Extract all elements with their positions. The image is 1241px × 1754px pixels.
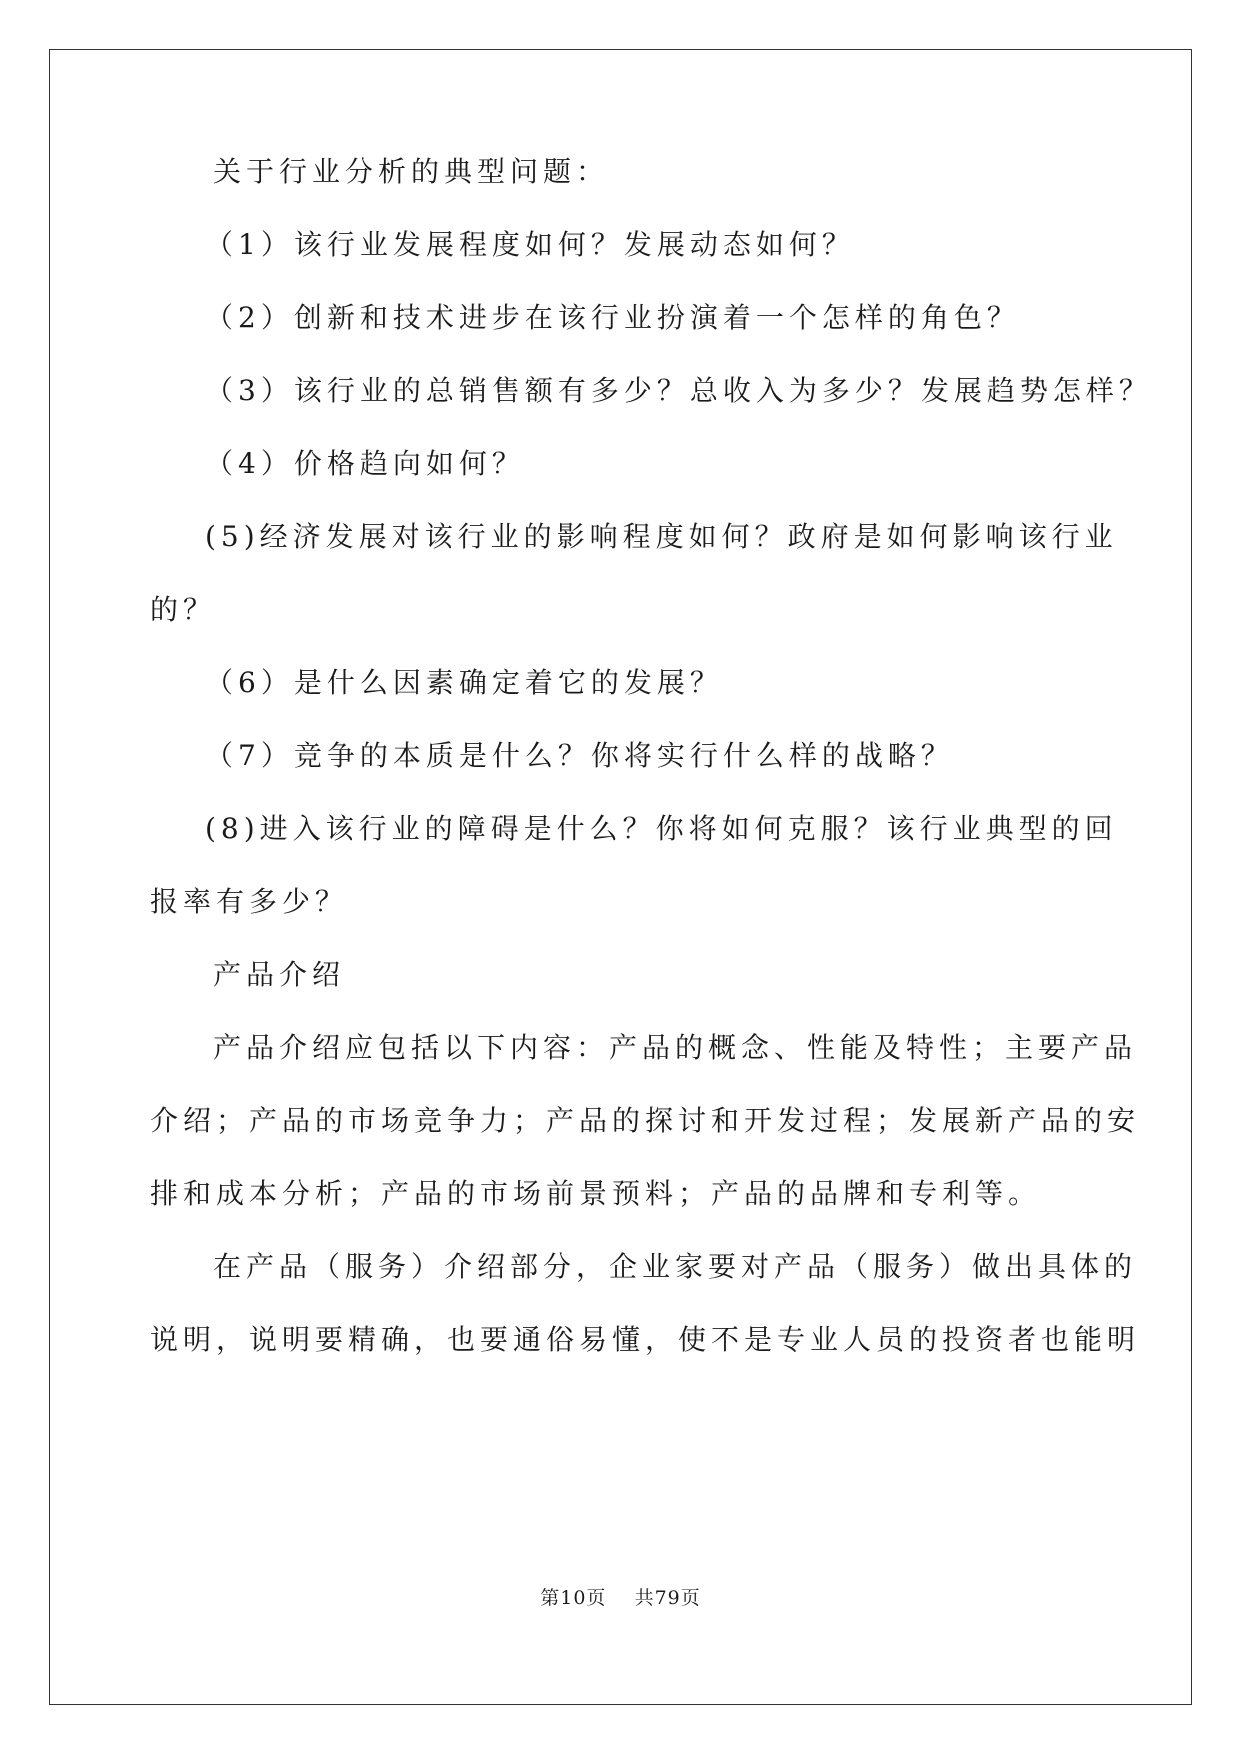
section-heading-product-intro: 产品介绍 (213, 958, 346, 991)
question-item-5-continued: 的？ (150, 593, 217, 626)
paragraph-product-intro-line-1: 产品介绍应包括以下内容：产品的概念、性能及特性；主要产品 (213, 1031, 1138, 1064)
paragraph-product-service-line-1: 在产品（服务）介绍部分，企业家要对产品（服务）做出具体的 (213, 1250, 1138, 1283)
paragraph-heading-industry-questions: 关于行业分析的典型问题： (213, 155, 610, 188)
question-item-4: （4）价格趋向如何？ (205, 447, 525, 480)
question-item-7: （7）竞争的本质是什么？你将实行什么样的战略？ (205, 739, 954, 772)
question-item-2: （2）创新和技术进步在该行业扮演着一个怎样的角色？ (205, 301, 1020, 334)
paragraph-product-intro-line-2: 介绍；产品的市场竞争力；产品的探讨和开发过程；发展新产品的安 (150, 1104, 1141, 1137)
question-item-8: (8)进入该行业的障碍是什么？你将如何克服？该行业典型的回 (205, 812, 1118, 845)
question-item-1: （1）该行业发展程度如何？发展动态如何？ (205, 228, 855, 261)
page-number-footer: 第10页 共79页 (540, 1587, 701, 1609)
paragraph-product-intro-line-3: 排和成本分析；产品的市场前景预料；产品的品牌和专利等。 (150, 1177, 1042, 1210)
question-item-5: (5)经济发展对该行业的影响程度如何？政府是如何影响该行业 (205, 520, 1118, 553)
question-item-6: （6）是什么因素确定着它的发展？ (205, 666, 723, 699)
question-item-3: （3）该行业的总销售额有多少？总收入为多少？发展趋势怎样？ (205, 374, 1152, 407)
question-item-8-continued: 报率有多少？ (150, 885, 349, 918)
paragraph-product-service-line-2: 说明，说明要精确，也要通俗易懂，使不是专业人员的投资者也能明 (150, 1323, 1141, 1356)
